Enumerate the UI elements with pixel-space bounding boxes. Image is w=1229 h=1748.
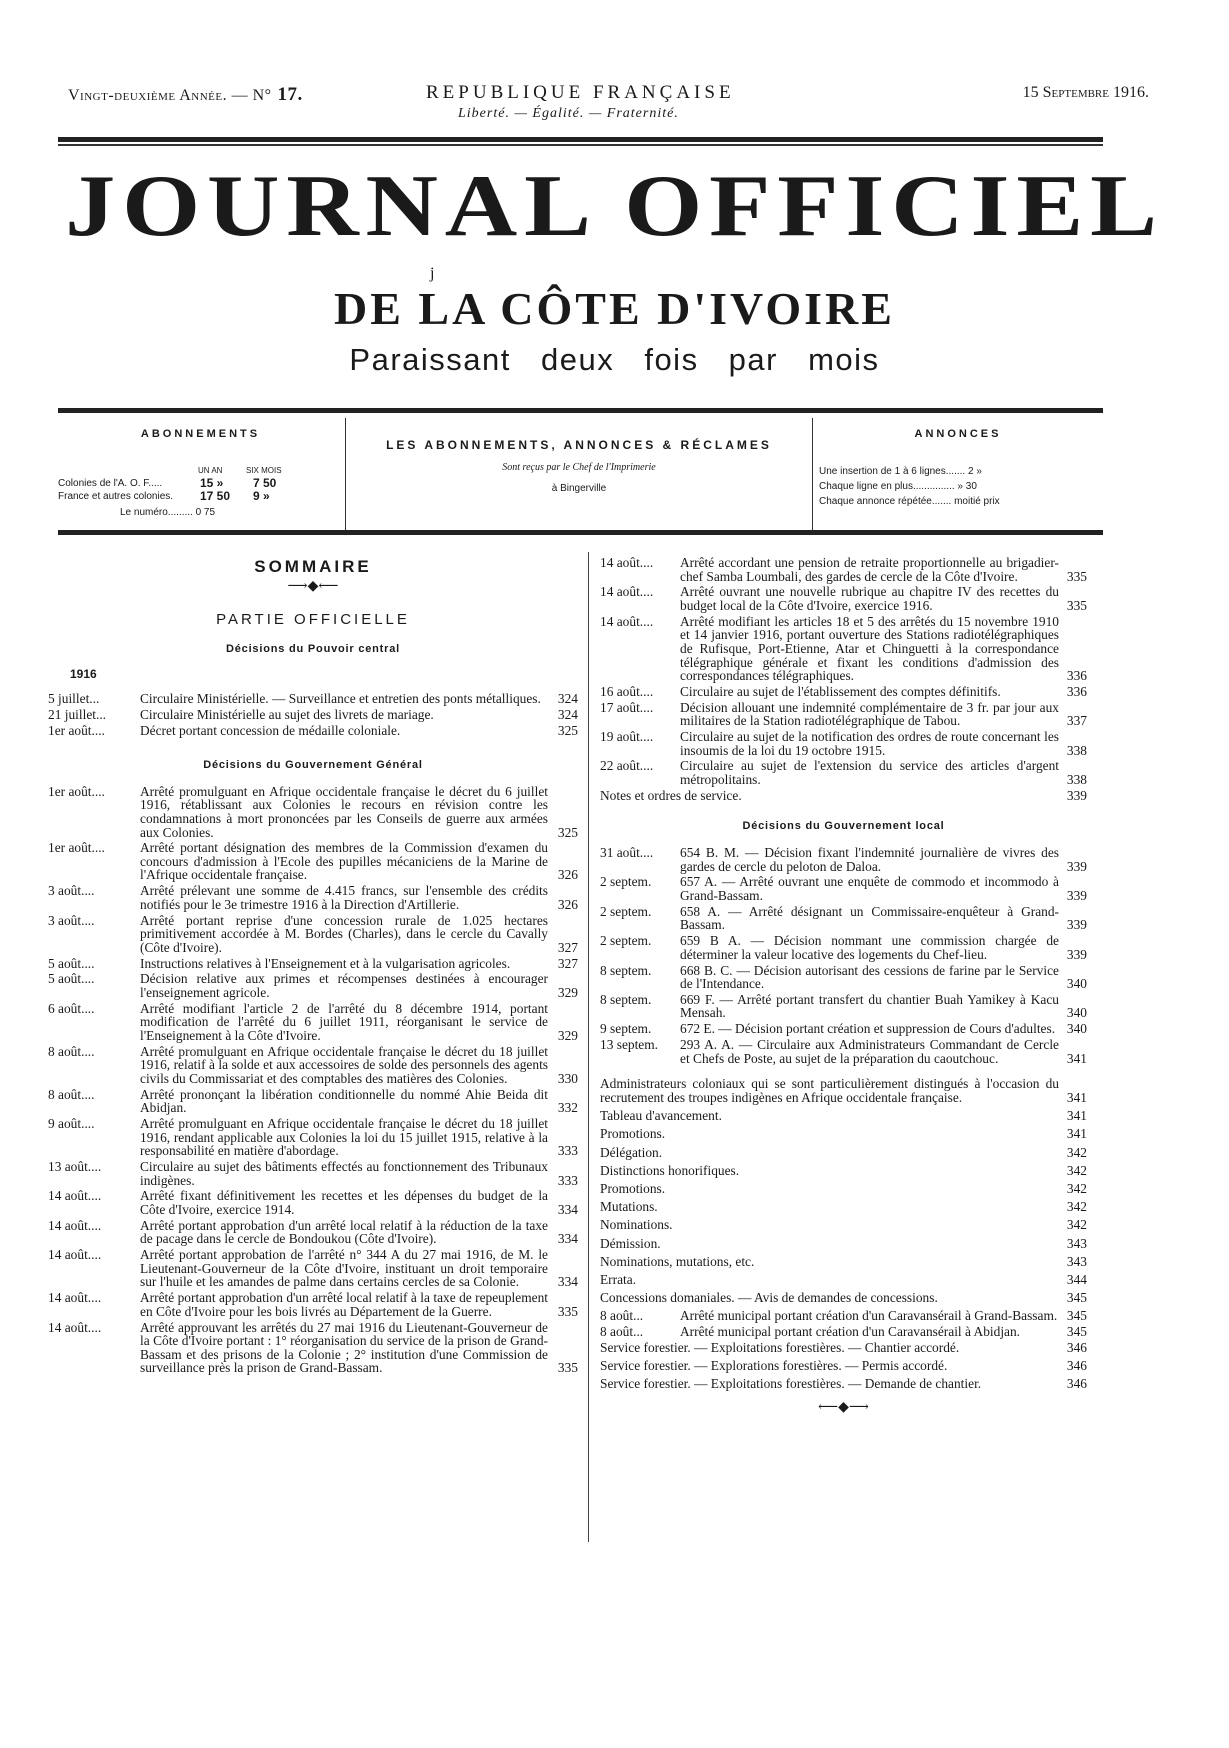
entry-date: 8 septem. bbox=[600, 962, 652, 978]
list-item bbox=[600, 1146, 1087, 1160]
entry-text: Décision relative aux primes et récompenses destinées à encourager l'enseignement agricole. bbox=[140, 971, 548, 1000]
page-number: 335 bbox=[1066, 597, 1087, 613]
page-number: 342 bbox=[1066, 1199, 1087, 1215]
rate-six-mois: 9 » bbox=[253, 489, 270, 503]
entry-date: 3 août.... bbox=[48, 883, 95, 899]
entry-text: 657 A. — Arrêté ouvrant une enquête de commodo et incommodo à Grand-Bassam. bbox=[680, 874, 1059, 903]
page-number: 339 bbox=[1066, 787, 1087, 803]
entry-text: Circulaire au sujet de l'établissement des comptes définitifs. bbox=[680, 683, 1001, 699]
entry-date: 3 août.... bbox=[48, 912, 95, 928]
page-number: 334 bbox=[557, 1274, 578, 1290]
page-number: 342 bbox=[1066, 1144, 1087, 1160]
list-item bbox=[48, 1088, 578, 1115]
page-number: 337 bbox=[1066, 713, 1087, 729]
sommaire-ornament: ⟶◆⟵ bbox=[287, 578, 339, 594]
list-item bbox=[600, 964, 1087, 991]
annonce-rate: Chaque annonce répétée....... moitié prix bbox=[819, 496, 1000, 507]
list-item bbox=[600, 759, 1087, 786]
entry-text: Arrêté modifiant l'article 2 de l'arrêté du 8 décembre 1914, portant modification de l'arrêté du 6 juillet 1911, réorganisant le service de l'Enseignement à la Côte d'Ivoire. bbox=[140, 1000, 548, 1043]
concessions-list bbox=[600, 1309, 1087, 1338]
page-number: 324 bbox=[557, 706, 578, 722]
gouvernement-general-heading: Décisions du Gouvernement Général bbox=[203, 759, 423, 772]
page-number: 326 bbox=[557, 896, 578, 912]
page-number: 342 bbox=[1066, 1217, 1087, 1233]
entry-text: 658 A. — Arrêté désignant un Commissaire-enquêteur à Grand-Bassam. bbox=[680, 903, 1059, 933]
masthead-rule bbox=[58, 137, 1103, 142]
entry-text: Arrêté promulguant en Afrique occidentale française le décret du 18 juillet 1916, rendant applicable aux Colonies la loi du 15 juillet 1915, relative à la responsabilité en matière d'abordage. bbox=[140, 1116, 548, 1159]
gouvernement-local-list bbox=[600, 846, 1087, 1065]
entry-text: Errata. bbox=[600, 1271, 637, 1287]
subscriptions-center-column bbox=[345, 418, 813, 530]
page-number: 339 bbox=[1066, 946, 1087, 962]
page-number: 340 bbox=[1066, 976, 1087, 992]
entry-date: 1er août.... bbox=[48, 840, 105, 856]
subscriptions-top-rule bbox=[58, 408, 1103, 413]
list-item bbox=[48, 1189, 578, 1216]
entry-date: 8 août... bbox=[600, 1308, 644, 1324]
entry-text: Arrêté portant approbation de l'arrêté n° 344 A du 27 mai 1916, de M. le Lieutenant-Gouverneur de la Côte d'Ivoire, instituant un droit temporaire sur l'huile et les amandes de palme dans certains cercles de sa Colonie. bbox=[140, 1247, 548, 1290]
page-number: 338 bbox=[1066, 742, 1087, 758]
entry-text: Nominations. bbox=[600, 1217, 673, 1233]
list-item bbox=[600, 1164, 1087, 1178]
list-item bbox=[600, 730, 1087, 757]
abonnements-column bbox=[58, 418, 343, 530]
list-item bbox=[48, 724, 578, 738]
page-number: 329 bbox=[557, 984, 578, 1000]
issue-number: 17. bbox=[277, 84, 303, 105]
masthead-rule-thin bbox=[58, 144, 1103, 146]
page-number: 340 bbox=[1066, 1005, 1087, 1021]
issue-date: 15 Septembre 1916. bbox=[1022, 84, 1149, 101]
page-number: 326 bbox=[557, 867, 578, 883]
page-number: 327 bbox=[557, 939, 578, 955]
list-item bbox=[600, 1200, 1087, 1214]
entry-date: 19 août.... bbox=[600, 729, 654, 745]
page-number: 333 bbox=[557, 1172, 578, 1188]
list-item bbox=[600, 1309, 1087, 1323]
entry-text: Arrêté approuvant les arrêtés du 27 mai 1916 du Lieutenant-Gouverneur de la Côte d'Ivoire portant : 1° réorganisation du service de la prison de Grand-Bassam et des prisons de la Colonie ; 2° institution d'une Commission de surveillance près la prison de Grand-Bassam. bbox=[140, 1319, 548, 1376]
entry-text: Circulaire Ministérielle au sujet des livrets de mariage. bbox=[140, 706, 434, 722]
list-item bbox=[600, 789, 1087, 803]
entry-date: 2 septem. bbox=[600, 874, 652, 890]
page-number: 335 bbox=[557, 1360, 578, 1376]
subscriptions-center-sub: Sont reçus par le Chef de l'Imprimerie bbox=[502, 462, 656, 473]
masthead-top-line bbox=[68, 82, 1149, 121]
entry-date: 14 août.... bbox=[48, 1290, 102, 1306]
page-number: 340 bbox=[1066, 1021, 1087, 1037]
list-item bbox=[48, 957, 578, 971]
entry-date: 22 août.... bbox=[600, 758, 654, 774]
list-item bbox=[48, 1045, 578, 1086]
entry-date: 8 septem. bbox=[600, 991, 652, 1007]
entry-text: Instructions relatives à l'Enseignement et à la vulgarisation agricoles. bbox=[140, 955, 511, 971]
entry-text: 669 F. — Arrêté portant transfert du chantier Buah Yamikey à Kacu Mensah. bbox=[680, 991, 1059, 1021]
abonnements-title: ABONNEMENTS bbox=[140, 428, 261, 440]
journal-title: JOURNAL OFFICIEL bbox=[65, 158, 1164, 255]
entry-text: Arrêté portant désignation des membres de la Commission d'examen du concours d'admission à l'Ecole des pupilles mécaniciens de la Marine de l'Afrique occidentale française. bbox=[140, 840, 548, 883]
entry-text: 672 E. — Décision portant création et suppression de Cours d'adultes. bbox=[680, 1021, 1056, 1037]
page-number: 343 bbox=[1066, 1235, 1087, 1251]
rate-label: France et autres colonies. bbox=[58, 491, 174, 502]
page-number: 325 bbox=[557, 722, 578, 738]
end-ornament: ⟵◆⟶ bbox=[818, 1399, 869, 1415]
entry-date: 1er août.... bbox=[48, 722, 105, 738]
list-item bbox=[600, 1022, 1087, 1036]
page-number: 346 bbox=[1066, 1358, 1087, 1373]
entry-date: 14 août.... bbox=[600, 613, 654, 629]
page-number: 341 bbox=[1066, 1108, 1087, 1124]
list-item bbox=[600, 556, 1087, 583]
page-number: 339 bbox=[1066, 917, 1087, 933]
page-number: 346 bbox=[1066, 1339, 1087, 1355]
col-six-mois: SIX MOIS bbox=[246, 466, 282, 475]
list-item bbox=[600, 1359, 1087, 1373]
entry-text: Tableau d'avancement. bbox=[600, 1108, 722, 1124]
rate-six-mois: 7 50 bbox=[253, 476, 277, 490]
entry-text: Arrêté municipal portant création d'un Caravansérail à Abidjan. bbox=[680, 1324, 1021, 1340]
list-item bbox=[600, 1127, 1087, 1141]
annonces-column bbox=[813, 418, 1103, 530]
entry-date: 13 septem. bbox=[600, 1037, 659, 1053]
republic-heading: REPUBLIQUE FRANÇAISE bbox=[426, 82, 735, 103]
journal-tagline: Paraissant deux fois par mois bbox=[349, 342, 880, 377]
page-number: 339 bbox=[1066, 887, 1087, 903]
sommaire-left-column bbox=[48, 557, 578, 1377]
entry-date: 5 juillet... bbox=[48, 690, 100, 706]
subscriptions-center-title: LES ABONNEMENTS, ANNONCES & RÉCLAMES bbox=[386, 438, 772, 452]
page-number: 332 bbox=[557, 1100, 578, 1116]
page-number: 341 bbox=[1066, 1050, 1087, 1066]
list-item bbox=[600, 1218, 1087, 1232]
rate-un-an: 15 » bbox=[200, 476, 224, 490]
page-number: 324 bbox=[557, 690, 578, 706]
page-number: 344 bbox=[1066, 1271, 1087, 1287]
motto: Liberté. — Égalité. — Fraternité. bbox=[458, 106, 679, 121]
entry-text: Service forestier. — Exploitations forestières. — Chantier accordé. bbox=[600, 1339, 960, 1355]
entry-date: 5 août.... bbox=[48, 955, 95, 971]
col-un-an: UN AN bbox=[198, 466, 223, 475]
page-number: 335 bbox=[1066, 568, 1087, 584]
entry-text: Arrêté portant approbation d'un arrêté local relatif à la réduction de la taxe de pacage dans le cercle de Bondoukou (Côte d'Ivoire). bbox=[140, 1217, 548, 1247]
entry-text: Service forestier. — Explorations forestières. — Permis accordé. bbox=[600, 1358, 948, 1373]
entry-text: Promotions. bbox=[600, 1126, 666, 1142]
forestier-list bbox=[600, 1341, 1087, 1391]
entry-date: 9 septem. bbox=[600, 1021, 652, 1037]
entry-date: 2 septem. bbox=[600, 903, 652, 919]
misc-list bbox=[600, 1077, 1087, 1304]
list-item bbox=[48, 1160, 578, 1187]
entry-text: Arrêté municipal portant création d'un Caravansérail à Grand-Bassam. bbox=[680, 1308, 1058, 1324]
page-number: 341 bbox=[1066, 1090, 1087, 1105]
entry-text: Arrêté portant approbation d'un arrêté local relatif à la taxe de repeuplement en Côte d'Ivoire pour les bois livrés au Département de la Guerre. bbox=[140, 1290, 548, 1319]
entry-date: 5 août.... bbox=[48, 971, 95, 987]
list-item bbox=[48, 785, 578, 839]
page-number: 345 bbox=[1066, 1324, 1087, 1340]
stray-mark: j bbox=[430, 265, 435, 282]
list-item bbox=[600, 846, 1087, 873]
list-item bbox=[600, 934, 1087, 961]
entry-date: 21 juillet... bbox=[48, 706, 107, 722]
entry-text: Promotions. bbox=[600, 1180, 666, 1196]
page-number: 341 bbox=[1066, 1126, 1087, 1142]
rate-un-an: 17 50 bbox=[200, 489, 231, 503]
entry-text: Démission. bbox=[600, 1235, 661, 1251]
partie-officielle-heading: PARTIE OFFICIELLE bbox=[216, 611, 410, 629]
subscriptions-box bbox=[58, 418, 1103, 530]
entry-date: 8 août.... bbox=[48, 1086, 95, 1102]
entry-text: Circulaire au sujet de la notification des ordres de route concernant les insoumis de la loi du 19 octobre 1915. bbox=[680, 729, 1059, 758]
entry-text: Arrêté promulguant en Afrique occidentale française le décret du 6 juillet 1916, rétablissant aux Colonies le recours en révision contre les condamnations à mort prononcées par les Conseils de guerre aux armées aux Colonies. bbox=[140, 783, 548, 840]
pouvoir-central-list bbox=[48, 692, 578, 737]
entry-text: 659 B A. — Décision nommant une commission chargée de déterminer la valeur locative des logements du Chef-lieu. bbox=[680, 933, 1059, 962]
list-item bbox=[600, 1109, 1087, 1123]
entry-text: Arrêté modifiant les articles 18 et 5 des arrêtés du 15 novembre 1910 et 14 janvier 1916, portant ouverture des Stations radiotélégraphiques de Rufisque, Port-Etienne, Atar et Chinguetti à la correspondance télégraphique générale et fixant les conditions d'admission des correspondances télégraphiques. bbox=[680, 613, 1059, 684]
entry-date: 2 septem. bbox=[600, 933, 652, 949]
entry-date: 14 août.... bbox=[48, 1247, 102, 1263]
entry-date: 14 août.... bbox=[48, 1217, 102, 1233]
entry-date: 16 août.... bbox=[600, 683, 654, 699]
list-item bbox=[600, 615, 1087, 683]
entry-date: 9 août.... bbox=[48, 1116, 95, 1132]
entry-date: 14 août.... bbox=[600, 584, 654, 600]
entry-date: 31 août.... bbox=[600, 845, 654, 860]
list-item bbox=[600, 585, 1087, 612]
entry-text: Décision allouant une indemnité complémentaire de 3 fr. par jour aux militaires de la Station radiotélégraphique de Tabou. bbox=[680, 699, 1059, 729]
entry-text: Mutations. bbox=[600, 1199, 658, 1215]
list-item bbox=[600, 701, 1087, 728]
page-number: 325 bbox=[557, 824, 578, 840]
entry-date: 14 août.... bbox=[48, 1319, 102, 1335]
page-number: 334 bbox=[557, 1202, 578, 1217]
entry-text: Arrêté fixant définitivement les recettes et les dépenses du budget de la Côte d'Ivoire, exercice 1914. bbox=[140, 1188, 548, 1217]
entry-date: 14 août.... bbox=[600, 555, 654, 570]
list-item bbox=[48, 1117, 578, 1158]
list-item bbox=[600, 1341, 1087, 1355]
page-number: 339 bbox=[1066, 858, 1087, 874]
rate-label: Colonies de l'A. O. F..... bbox=[58, 478, 163, 489]
entry-text: 654 B. M. — Décision fixant l'indemnité journalière de vivres des gardes de cercle du peloton de Daloa. bbox=[680, 845, 1059, 874]
annonces-title: ANNONCES bbox=[914, 428, 1002, 440]
list-item bbox=[48, 708, 578, 722]
list-item bbox=[600, 1237, 1087, 1251]
list-item bbox=[600, 685, 1087, 699]
list-item bbox=[48, 972, 578, 999]
entry-text: Service forestier. — Exploitations forestières. — Demande de chantier. bbox=[600, 1376, 982, 1392]
list-item bbox=[600, 1273, 1087, 1287]
column-divider bbox=[588, 552, 589, 1542]
entry-text: Administrateurs coloniaux qui se sont particulièrement distingués à l'occasion du recrutement des troupes indigènes en Afrique occidentale française. bbox=[600, 1076, 1059, 1105]
entry-text: Arrêté ouvrant une nouvelle rubrique au chapitre IV des recettes du budget local de la Côte d'Ivoire, exercice 1916. bbox=[680, 584, 1059, 613]
entry-date: 17 août.... bbox=[600, 699, 654, 715]
subscriptions-bottom-rule bbox=[58, 530, 1103, 535]
journal-subtitle: DE LA CÔTE D'IVOIRE bbox=[334, 283, 895, 334]
entry-text: Délégation. bbox=[600, 1144, 663, 1160]
list-item bbox=[600, 1291, 1087, 1305]
annonce-rate: Une insertion de 1 à 6 lignes....... 2 » bbox=[819, 466, 982, 477]
page-number: 342 bbox=[1066, 1180, 1087, 1196]
entry-text: Décret portant concession de médaille coloniale. bbox=[140, 722, 401, 738]
entry-text: Arrêté accordant une pension de retraite proportionnelle au brigadier-chef Samba Loumbali, des gardes de cercle de la Côte d'Ivoire. bbox=[680, 555, 1059, 584]
entry-date: 6 août.... bbox=[48, 1000, 95, 1016]
entry-text: Concessions domaniales. — Avis de demandes de concessions. bbox=[600, 1290, 938, 1306]
page-number: 334 bbox=[557, 1231, 578, 1247]
annonce-rate: Chaque ligne en plus............... » 30 bbox=[819, 481, 977, 492]
list-item bbox=[48, 884, 578, 911]
list-item bbox=[600, 1182, 1087, 1196]
list-item bbox=[600, 993, 1087, 1020]
gouvernement-general-continued-list bbox=[600, 556, 1087, 787]
page-number: 345 bbox=[1066, 1290, 1087, 1306]
entry-date: 8 août... bbox=[600, 1324, 644, 1340]
entry-text: 293 A. A. — Circulaire aux Administrateurs Commandant de Cercle et Chefs de Poste, au sujet de la préparation du caoutchouc. bbox=[680, 1037, 1059, 1066]
entry-date: 1er août.... bbox=[48, 783, 105, 799]
list-item bbox=[600, 875, 1087, 902]
list-item bbox=[48, 1248, 578, 1289]
list-item bbox=[48, 1219, 578, 1246]
page-number: 336 bbox=[1066, 668, 1087, 684]
page-number: 338 bbox=[1066, 772, 1087, 788]
subscriptions-center-place: à Bingerville bbox=[551, 483, 607, 494]
list-item bbox=[600, 1325, 1087, 1339]
page-number: 330 bbox=[557, 1070, 578, 1086]
list-item bbox=[48, 1321, 578, 1375]
page-number: 345 bbox=[1066, 1308, 1087, 1324]
page-number: 333 bbox=[557, 1143, 578, 1159]
list-item bbox=[600, 1255, 1087, 1269]
page-number: 335 bbox=[557, 1303, 578, 1319]
entry-text: Nominations, mutations, etc. bbox=[600, 1253, 755, 1269]
entry-text: Notes et ordres de service. bbox=[600, 787, 742, 803]
page-number: 327 bbox=[557, 955, 578, 971]
gouvernement-local-heading: Décisions du Gouvernement local bbox=[742, 820, 945, 833]
list-item bbox=[48, 1291, 578, 1318]
list-item bbox=[600, 905, 1087, 932]
entry-date: 8 août.... bbox=[48, 1043, 95, 1059]
entry-date: 14 août.... bbox=[48, 1188, 102, 1204]
sommaire-title: SOMMAIRE bbox=[254, 557, 372, 576]
year-issue: Vingt-deuxième Année. — N° 17. bbox=[68, 84, 303, 105]
list-item bbox=[600, 1377, 1087, 1391]
pouvoir-central-heading: Décisions du Pouvoir central bbox=[226, 642, 400, 655]
sommaire-right-column bbox=[600, 556, 1087, 1414]
entry-text: Circulaire au sujet de l'extension du service des articles d'argent métropolitains. bbox=[680, 758, 1059, 788]
page-number: 336 bbox=[1066, 683, 1087, 699]
list-item bbox=[48, 692, 578, 706]
page-number: 342 bbox=[1066, 1162, 1087, 1178]
list-item bbox=[48, 841, 578, 882]
entry-text: Circulaire Ministérielle. — Surveillance et entretien des ponts métalliques. bbox=[140, 690, 541, 706]
list-item bbox=[600, 1038, 1087, 1065]
entry-text: Circulaire au sujet des bâtiments effectés au fonctionnement des Tribunaux indigènes. bbox=[140, 1159, 548, 1188]
entry-date: 13 août.... bbox=[48, 1159, 102, 1175]
list-item bbox=[600, 1077, 1087, 1104]
page-number: 346 bbox=[1066, 1376, 1087, 1392]
list-item bbox=[48, 1002, 578, 1043]
year-heading: 1916 bbox=[70, 667, 97, 682]
price-per-issue: Le numéro......... 0 75 bbox=[120, 507, 216, 518]
page-number: 343 bbox=[1066, 1253, 1087, 1269]
entry-text: Arrêté prononçant la libération conditionnelle du nommé Ahie Beida dit Abidjan. bbox=[140, 1086, 548, 1116]
entry-text: Arrêté portant reprise d'une concession rurale de 1.025 hectares primitivement accordée à M. Bordes (Charles), dans le cercle du Cavally (Côte d'Ivoire). bbox=[140, 912, 548, 955]
gouvernement-general-list bbox=[48, 785, 578, 1375]
entry-text: Arrêté promulguant en Afrique occidentale française le décret du 18 juillet 1916, relatif à la solde et aux accessoires de solde des personnels des agents civils du Commissariat et des comptables des matières des Colonies. bbox=[140, 1043, 548, 1086]
entry-text: 668 B. C. — Décision autorisant des cessions de farine par le Service de l'Intendance. bbox=[680, 962, 1059, 992]
entry-text: Arrêté prélevant une somme de 4.415 francs, sur l'ensemble des crédits notifiés pour le 3e trimestre 1916 à la Direction d'Artillerie. bbox=[140, 883, 548, 912]
entry-text: Distinctions honorifiques. bbox=[600, 1162, 740, 1178]
page-number: 329 bbox=[557, 1027, 578, 1043]
list-item bbox=[48, 914, 578, 955]
